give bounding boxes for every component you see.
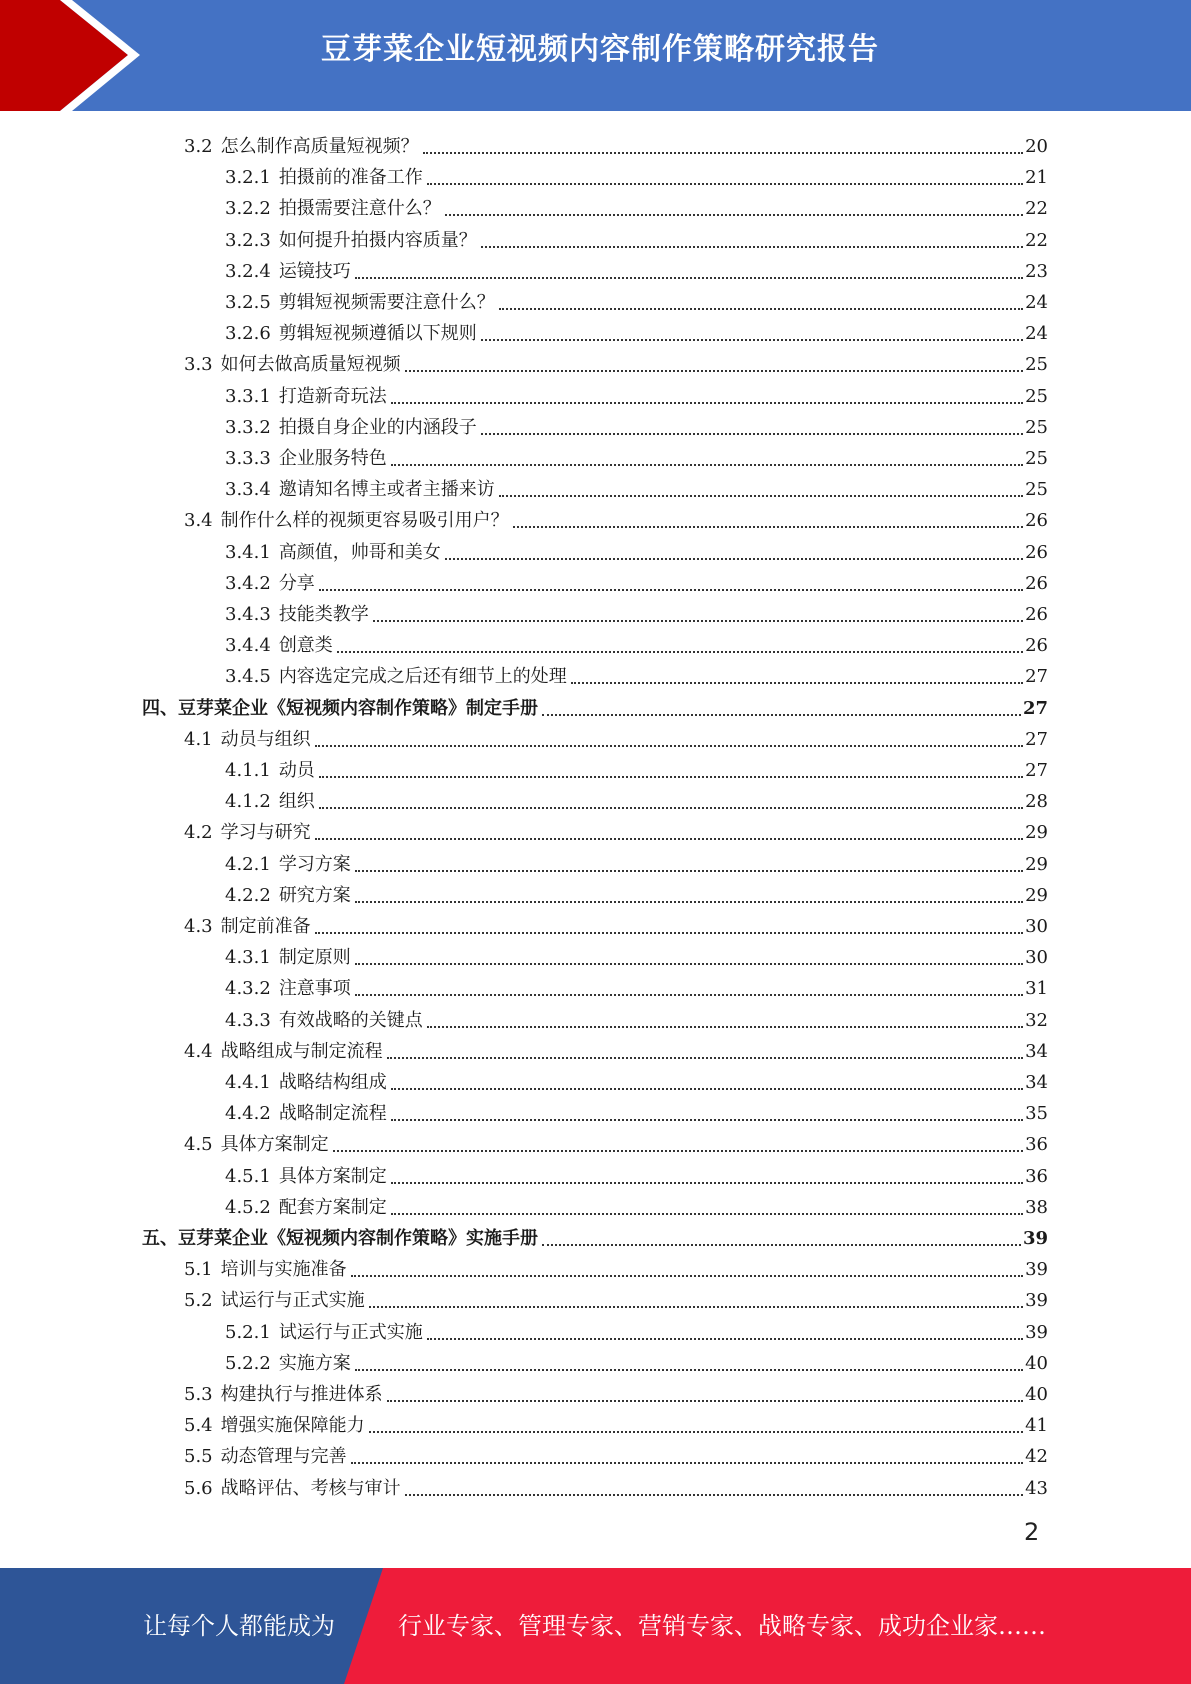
toc-entry-number: 3.3 [184,354,213,376]
toc-dot-leader [405,1493,1023,1496]
toc-dot-leader [315,931,1023,934]
toc-entry-title: 试运行与正式实施 [220,1290,365,1312]
toc-entry-title: 配套方案制定 [278,1196,387,1218]
toc-page-number: 34 [1025,1040,1048,1062]
toc-entry-title: 制定原则 [278,947,351,969]
toc-entry[interactable] [225,1157,1048,1188]
toc-entry[interactable] [225,1001,1048,1032]
toc-entry-title: 运镜技巧 [278,260,351,282]
toc-dot-leader [513,525,1023,528]
toc-entry-number: 4.4.2 [225,1103,271,1125]
toc-dot-leader [391,401,1023,404]
toc-entry[interactable] [184,1469,1048,1500]
toc-entry-number: 4.5 [184,1134,213,1156]
toc-dot-leader [387,1056,1023,1059]
toc-entry[interactable] [225,595,1048,626]
toc-entry-title: 有效战略的关键点 [278,1009,423,1031]
toc-page-number: 23 [1025,260,1048,282]
toc-dot-leader [571,681,1023,684]
toc-dot-leader [391,1181,1023,1184]
toc-entry-number: 3.4 [184,510,213,532]
toc-entry[interactable] [225,1344,1048,1375]
page-number: 2 [1024,1518,1040,1546]
toc-entry-number: 3.3.4 [225,479,271,501]
toc-entry-number: 4.1.2 [225,791,271,813]
toc-entry-number: 4.3.2 [225,978,271,1000]
toc-entry[interactable] [225,1313,1048,1344]
toc-entry-title: 拍摄自身企业的内涵段子 [278,416,477,438]
toc-page-number: 41 [1025,1415,1048,1437]
toc-dot-leader [405,369,1023,372]
toc-entry-number: 4.5.1 [225,1165,271,1187]
toc-entry[interactable] [225,314,1048,345]
page-footer [0,1568,1191,1684]
toc-entry-number: 5.2.1 [225,1321,271,1343]
toc-entry-number: 4.1 [184,728,213,750]
toc-dot-leader [355,1368,1023,1371]
toc-entry[interactable] [225,751,1048,782]
toc-entry-title: 分享 [278,572,315,594]
toc-entry-title: 五、豆芽菜企业《短视频内容制作策略》实施手册 [142,1228,538,1249]
toc-entry[interactable] [184,345,1048,376]
toc-dot-leader [391,1212,1023,1215]
toc-dot-leader [315,837,1023,840]
toc-dot-leader [481,432,1023,435]
footer-slogan-right: 行业专家、管理专家、营销专家、战略专家、成功企业家…… [398,1612,1046,1640]
toc-dot-leader [445,213,1023,216]
toc-page-number: 38 [1025,1196,1048,1218]
toc-entry[interactable] [225,657,1048,688]
toc-chapter-entry[interactable] [142,689,1048,720]
toc-entry-title: 战略评估、考核与审计 [220,1477,401,1499]
toc-page-number: 26 [1025,510,1048,532]
toc-entry-number: 5.5 [184,1446,213,1468]
toc-page-number: 42 [1025,1446,1048,1468]
toc-dot-leader [387,1399,1023,1402]
toc-entry-title: 剪辑短视频遵循以下规则 [278,323,477,345]
toc-page-number: 31 [1025,978,1048,1000]
toc-entry-number: 3.2.4 [225,260,271,282]
toc-entry[interactable] [225,283,1048,314]
toc-entry[interactable] [184,813,1048,844]
toc-page-number: 40 [1025,1352,1048,1374]
toc-entry-title: 试运行与正式实施 [278,1321,423,1343]
toc-entry-title: 剪辑短视频需要注意什么？ [278,292,495,313]
toc-dot-leader [355,993,1023,996]
toc-page-number: 26 [1025,604,1048,625]
toc-entry-title: 培训与实施准备 [220,1259,347,1281]
toc-dot-leader [319,806,1023,809]
toc-page-number: 20 [1025,136,1048,157]
toc-page-number: 27 [1022,697,1048,719]
toc-dot-leader [481,245,1023,248]
toc-page-number: 26 [1025,635,1048,657]
toc-entry[interactable] [225,969,1048,1000]
toc-entry[interactable] [225,938,1048,969]
toc-dot-leader [445,557,1023,560]
toc-page-number: 24 [1025,323,1048,345]
toc-dot-leader [481,338,1023,341]
toc-entry-number: 5.6 [184,1477,213,1499]
toc-dot-leader [355,900,1023,903]
toc-entry-title: 学习方案 [278,853,351,875]
toc-dot-leader [355,962,1023,965]
toc-entry[interactable] [184,1375,1048,1406]
toc-page-number: 39 [1025,1259,1048,1281]
toc-page-number: 25 [1025,448,1048,469]
toc-entry[interactable] [184,1125,1048,1156]
toc-page-number: 21 [1025,167,1048,189]
toc-entry-number: 4.3.3 [225,1009,271,1031]
toc-entry[interactable] [225,252,1048,283]
toc-page-number: 26 [1025,572,1048,594]
toc-entry-number: 3.2.5 [225,292,271,313]
toc-page-number: 30 [1025,916,1048,937]
toc-entry-number: 3.2.2 [225,198,271,220]
toc-entry-title: 打造新奇玩法 [278,385,387,407]
toc-entry-number: 5.1 [184,1259,213,1281]
toc-entry-title: 制定前准备 [220,916,311,937]
toc-entry[interactable] [184,1032,1048,1063]
toc-entry-number: 4.3.1 [225,947,271,969]
toc-page-number: 39 [1025,1321,1048,1343]
toc-entry-title: 动员 [278,760,315,781]
report-title: 豆芽菜企业短视频内容制作策略研究报告 [321,32,879,67]
toc-page-number: 25 [1025,385,1048,407]
toc-dot-leader [423,151,1023,154]
toc-entry-title: 拍摄前的准备工作 [278,167,423,189]
toc-entry-number: 3.4.2 [225,572,271,594]
toc-entry[interactable] [225,439,1048,470]
toc-entry-title: 创意类 [278,635,333,657]
red-chevron-decoration [0,0,160,111]
toc-dot-leader [542,713,1021,716]
toc-entry-title: 组织 [278,791,315,813]
toc-entry-title: 动态管理与完善 [220,1446,347,1468]
toc-page-number: 27 [1025,666,1048,688]
toc-page-number: 36 [1025,1165,1048,1187]
toc-entry-number: 3.4.4 [225,635,271,657]
toc-entry-title: 增强实施保障能力 [220,1415,365,1437]
footer-slogan-left: 让每个人都能成为 [143,1612,335,1640]
toc-page-number: 27 [1025,728,1048,750]
toc-dot-leader [427,182,1023,185]
toc-entry-number: 3.3.3 [225,448,271,469]
toc-page-number: 26 [1025,541,1048,563]
toc-dot-leader [391,1087,1023,1090]
toc-page-number: 27 [1025,760,1048,781]
toc-dot-leader [319,588,1023,591]
toc-entry-number: 4.4.1 [225,1072,271,1093]
toc-entry-number: 3.2.6 [225,323,271,345]
toc-dot-leader [499,307,1023,310]
toc-page-number: 25 [1025,479,1048,501]
toc-entry-number: 5.4 [184,1415,213,1437]
toc-entry-number: 3.3.1 [225,385,271,407]
toc-entry-title: 内容选定完成之后还有细节上的处理 [278,666,567,688]
toc-entry[interactable] [184,127,1048,158]
toc-page-number: 35 [1025,1103,1048,1125]
toc-entry-number: 4.2 [184,822,213,844]
toc-entry[interactable] [225,564,1048,595]
toc-entry[interactable] [225,221,1048,252]
toc-entry-title: 研究方案 [278,884,351,906]
toc-entry[interactable] [225,377,1048,408]
toc-entry-number: 3.4.5 [225,666,271,688]
toc-page-number: 29 [1025,822,1048,844]
toc-page-number: 22 [1025,229,1048,251]
toc-entry[interactable] [225,1188,1048,1219]
toc-page-number: 43 [1025,1477,1048,1499]
toc-entry-title: 战略制定流程 [278,1103,387,1125]
toc-entry-number: 4.3 [184,916,213,937]
toc-entry[interactable] [184,1250,1048,1281]
toc-entry-title: 四、豆芽菜企业《短视频内容制作策略》制定手册 [142,697,538,719]
toc-page-number: 34 [1025,1072,1048,1093]
toc-entry[interactable] [184,1406,1048,1437]
toc-entry-title: 具体方案制定 [278,1165,387,1187]
toc-entry-number: 5.3 [184,1384,213,1405]
toc-entry-number: 3.2.3 [225,229,271,251]
toc-dot-leader [351,1274,1023,1277]
toc-dot-leader [542,1243,1021,1246]
toc-page-number: 39 [1025,1290,1048,1312]
toc-entry-number: 3.4.1 [225,541,271,563]
toc-entry-title: 如何去做高质量短视频 [220,354,401,376]
toc-entry-title: 高颜值，帅哥和美女 [278,541,441,563]
toc-dot-leader [427,1025,1023,1028]
toc-entry-number: 4.2.2 [225,884,271,906]
toc-entry-number: 5.2 [184,1290,213,1312]
toc-entry[interactable] [225,470,1048,501]
toc-entry-number: 3.3.2 [225,416,271,438]
toc-entry[interactable] [184,1281,1048,1312]
toc-entry[interactable] [225,189,1048,220]
toc-entry-number: 4.1.1 [225,760,271,781]
toc-entry-title: 如何提升拍摄内容质量？ [278,229,477,251]
toc-entry-title: 战略结构组成 [278,1072,387,1093]
toc-entry[interactable] [184,720,1048,751]
toc-entry-title: 具体方案制定 [220,1134,329,1156]
toc-entry-title: 学习与研究 [220,822,311,844]
toc-entry-title: 企业服务特色 [278,448,387,469]
toc-entry[interactable] [225,626,1048,657]
toc-entry[interactable] [184,1437,1048,1468]
toc-dot-leader [337,650,1023,653]
toc-entry-title: 构建执行与推进体系 [220,1384,383,1405]
toc-page-number: 30 [1025,947,1048,969]
toc-dot-leader [369,1430,1023,1433]
toc-entry[interactable] [225,1094,1048,1125]
toc-entry[interactable] [225,845,1048,876]
toc-dot-leader [391,463,1023,466]
toc-page-number: 29 [1025,853,1048,875]
toc-entry[interactable] [225,782,1048,813]
toc-entry[interactable] [184,501,1048,532]
toc-entry-title: 邀请知名博主或者主播来访 [278,479,495,501]
toc-entry[interactable] [225,158,1048,189]
toc-dot-leader [351,1461,1023,1464]
toc-entry-number: 3.4.3 [225,604,271,625]
toc-dot-leader [319,775,1023,778]
toc-entry-number: 3.2.1 [225,167,271,189]
page-header [0,0,1191,111]
toc-entry-title: 动员与组织 [220,728,311,750]
toc-entry-title: 战略组成与制定流程 [220,1040,383,1062]
toc-entry-number: 4.4 [184,1040,213,1062]
toc-dot-leader [355,869,1023,872]
toc-page-number: 28 [1025,791,1048,813]
toc-dot-leader [427,1337,1023,1340]
toc-entry-title: 制作什么样的视频更容易吸引用户？ [220,510,509,532]
toc-entry-title: 技能类教学 [278,604,369,625]
toc-entry-title: 实施方案 [278,1352,351,1374]
toc-dot-leader [391,1118,1023,1121]
toc-page-number: 29 [1025,884,1048,906]
toc-entry-title: 拍摄需要注意什么？ [278,198,441,220]
toc-page-number: 40 [1025,1384,1048,1405]
toc-page-number: 24 [1025,292,1048,313]
toc-entry-title: 注意事项 [278,978,351,1000]
toc-dot-leader [369,1305,1023,1308]
toc-page-number: 32 [1025,1009,1048,1031]
toc-entry-number: 3.2 [184,136,213,157]
toc-entry[interactable] [184,907,1048,938]
toc-dot-leader [333,1149,1023,1152]
toc-entry-title: 怎么制作高质量短视频？ [220,136,419,157]
toc-entry[interactable] [225,876,1048,907]
toc-chapter-entry[interactable] [142,1219,1048,1250]
toc-page-number: 25 [1025,416,1048,438]
toc-dot-leader [499,494,1023,497]
toc-entry[interactable] [225,408,1048,439]
toc-entry-number: 5.2.2 [225,1352,271,1374]
toc-page-number: 39 [1022,1228,1048,1249]
toc-entry[interactable] [225,533,1048,564]
toc-dot-leader [373,619,1023,622]
toc-page-number: 36 [1025,1134,1048,1156]
toc-entry-number: 4.5.2 [225,1196,271,1218]
toc-dot-leader [355,276,1023,279]
toc-page-number: 22 [1025,198,1048,220]
toc-entry-number: 4.2.1 [225,853,271,875]
toc-page-number: 25 [1025,354,1048,376]
toc-entry[interactable] [225,1063,1048,1094]
toc-dot-leader [315,744,1023,747]
